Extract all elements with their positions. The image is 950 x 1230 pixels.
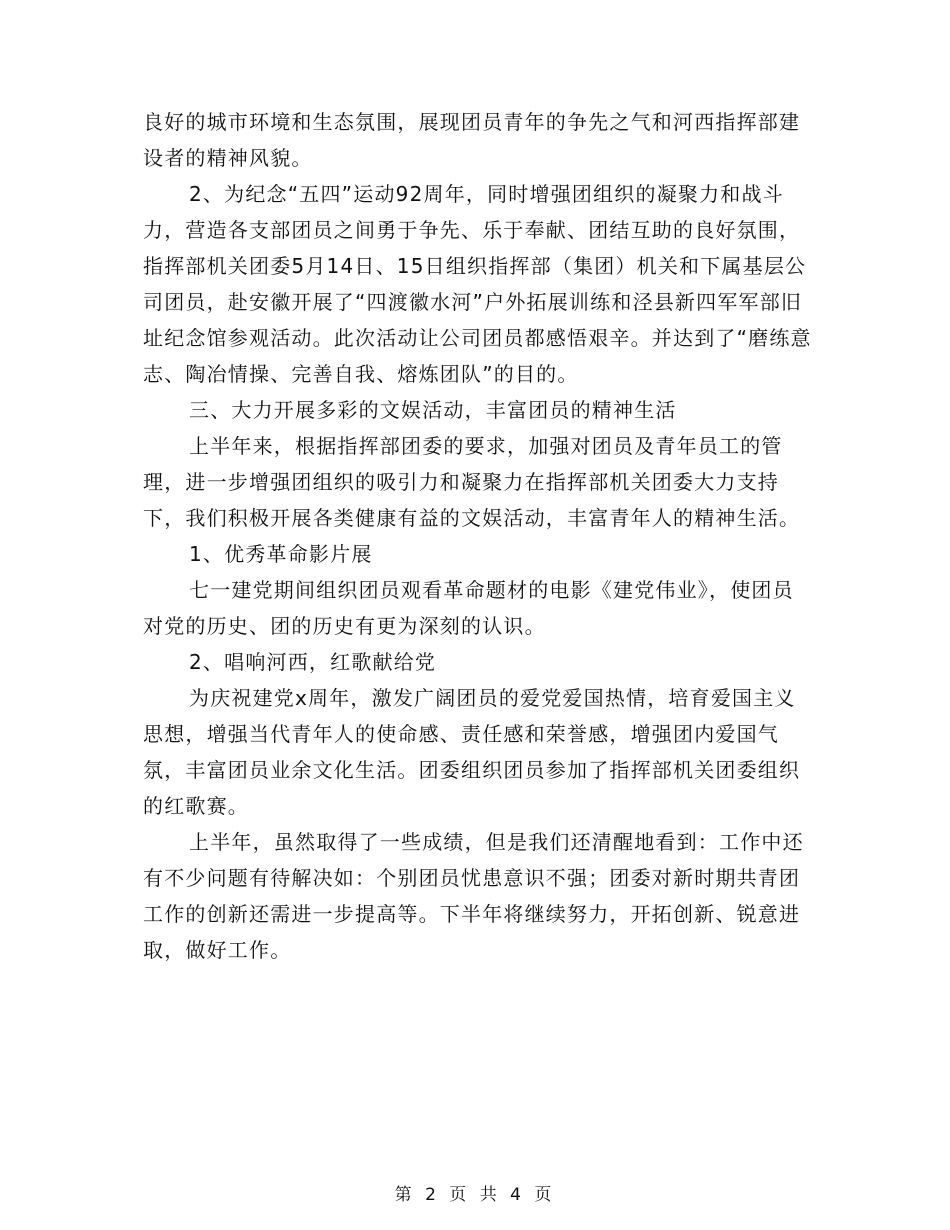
subheading-red-songs: 2、唱响河西，红歌献给党 xyxy=(189,650,437,674)
section-heading-entertainment: 三、大力开展多彩的文娱活动，丰富团员的精神生活 xyxy=(189,398,677,422)
page-number-footer: 第 2 页 共 4 页 xyxy=(394,1185,556,1205)
paragraph-film-exhibition: 七一建党期间组织团员观看革命题材的电影《建党伟业》，使团员对党的历史、团的历史有更为深刻的认识。 xyxy=(143,578,794,638)
paragraph-continuation: 良好的城市环境和生态氛围，展现团员青年的争先之气和河西指挥部建设者的精神风貌。 xyxy=(143,110,801,170)
paragraph-conclusion: 上半年，虽然取得了一些成绩，但是我们还清醒地看到：工作中还有不少问题有待解决如：个别团员忧患意识不强；团委对新时期共青团工作的创新还需进一步提高等。下半年将继续努力，开拓创新、锐意进取，做好工作。 xyxy=(143,830,804,962)
subheading-film-exhibition: 1、优秀革命影片展 xyxy=(189,542,373,566)
document-body xyxy=(143,104,813,968)
paragraph-first-half-summary: 上半年来，根据指挥部团委的要求，加强对团员及青年员工的管理，进一步增强团组织的吸引力和凝聚力在指挥部机关团委大力支持下，我们积极开展各类健康有益的文娱活动，丰富青年人的精神生活。 xyxy=(143,434,801,530)
paragraph-may-fourth-activity: 2、为纪念“五四”运动92周年，同时增强团组织的凝聚力和战斗力，营造各支部团员之间勇于争先、乐于奉献、团结互助的良好氛围，指挥部机关团委5月14日、15日组织指挥部（集团）机关和下属基层公司团员，赴安徽开展了“四渡徽水河”户外拓展训练和泾县新四军军部旧址纪念馆参观活动。此次活动让公司团员都感悟艰辛。并达到了“磨练意志、陶冶情操、完善自我、熔炼团队”的目的。 xyxy=(143,182,812,386)
paragraph-red-songs: 为庆祝建党x周年，激发广阔团员的爱党爱国热情，培育爱国主义思想，增强当代青年人的使命感、责任感和荣誉感，增强团内爱国气氛，丰富团员业余文化生活。团委组织团员参加了指挥部机关团委组织的红歌赛。 xyxy=(143,686,801,818)
